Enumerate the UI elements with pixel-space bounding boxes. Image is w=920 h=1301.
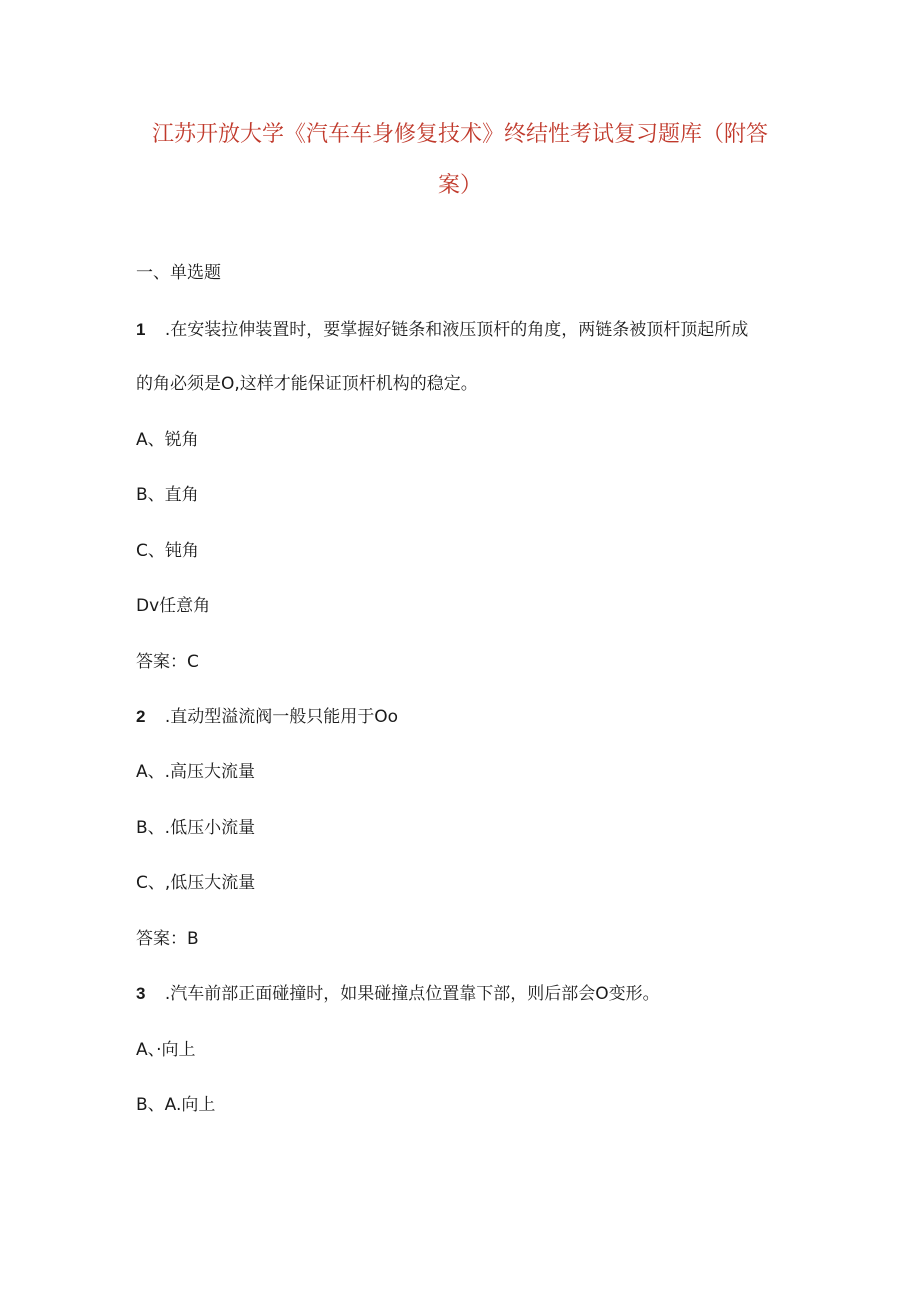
question-2-option-c: C、,低压大流量 bbox=[136, 873, 256, 893]
question-3-option-b: B、A.向上 bbox=[136, 1095, 216, 1115]
question-3-number: 3 bbox=[136, 984, 146, 1003]
question-3-option-a: A、·向上 bbox=[136, 1040, 196, 1060]
question-1-answer: 答案：C bbox=[136, 652, 199, 672]
question-1-stem-line-1 bbox=[136, 318, 748, 342]
document-title-line-2: 案） bbox=[437, 173, 482, 198]
question-1-option-c: C、钝角 bbox=[136, 541, 199, 561]
question-2-stem-line-1 bbox=[136, 705, 398, 729]
question-2-answer: 答案：B bbox=[136, 929, 199, 949]
question-2-text: .直动型溢流阀一般只能用于Oo bbox=[164, 707, 399, 727]
question-1-option-a: A、锐角 bbox=[136, 430, 199, 450]
question-3-stem-line-1 bbox=[136, 982, 660, 1006]
question-2-option-a: A、.高压大流量 bbox=[136, 762, 256, 782]
question-1-stem-line-2: 的角必须是O,这样才能保证顶杆机构的稳定。 bbox=[136, 374, 478, 394]
question-3-text: .汽车前部正面碰撞时，如果碰撞点位置靠下部，则后部会O变形。 bbox=[164, 984, 660, 1004]
question-2-number: 2 bbox=[136, 707, 146, 726]
question-1-option-b: B、直角 bbox=[136, 485, 199, 505]
question-1-number: 1 bbox=[136, 320, 146, 339]
section-heading: 一、单选题 bbox=[136, 263, 221, 283]
question-2-option-b: B、.低压小流量 bbox=[136, 818, 256, 838]
document-title-line-1: 江苏开放大学《汽车车身修复技术》终结性考试复习题库（附答 bbox=[151, 122, 768, 147]
question-1-text: .在安装拉伸装置时，要掌握好链条和液压顶杆的角度，两链条被顶杆顶起所成 bbox=[164, 320, 749, 340]
question-1-option-d: Dv任意角 bbox=[136, 596, 211, 616]
